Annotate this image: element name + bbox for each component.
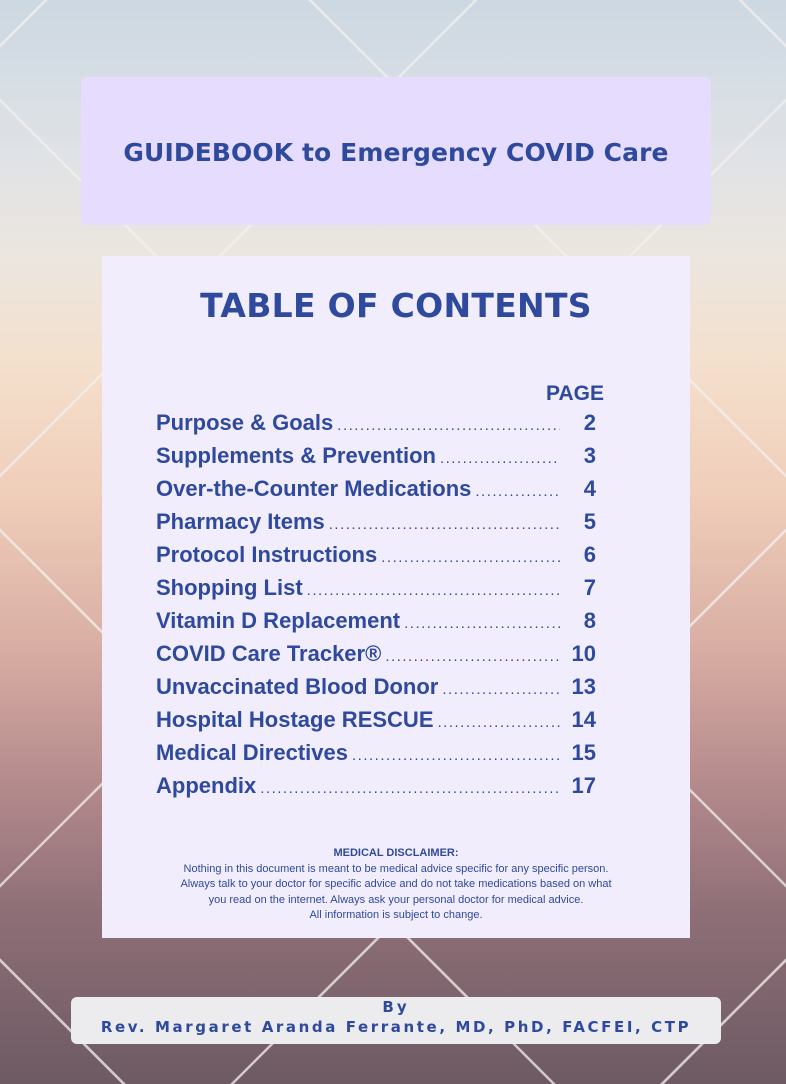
toc-entry-purpose-goals[interactable] bbox=[156, 410, 596, 443]
toc-entry-page: 8 bbox=[583, 608, 596, 633]
toc-heading: TABLE OF CONTENTS bbox=[200, 286, 592, 325]
toc-entry-label: Supplements & Prevention bbox=[156, 443, 436, 468]
toc-entry-page: 14 bbox=[571, 707, 596, 732]
toc-entry-page: 17 bbox=[571, 773, 596, 798]
toc-entry-page: 13 bbox=[571, 674, 596, 699]
toc-entry-label: Pharmacy Items bbox=[156, 509, 325, 534]
toc-entry-covid-care-tracker[interactable] bbox=[156, 641, 596, 674]
document-title: GUIDEBOOK to Emergency COVID Care bbox=[123, 137, 669, 167]
toc-entry-page: 15 bbox=[571, 740, 596, 765]
dot-leader bbox=[348, 747, 560, 764]
toc-entry-label: Over-the-Counter Medications bbox=[156, 476, 472, 501]
toc-entry-label: Vitamin D Replacement bbox=[156, 608, 401, 633]
toc-entry-label: Medical Directives bbox=[156, 740, 348, 765]
disclaimer-line: Nothing in this document is meant to be medical advice specific for any specific person. bbox=[183, 862, 609, 875]
medical-disclaimer bbox=[122, 846, 670, 924]
toc-entry-label: Purpose & Goals bbox=[156, 410, 334, 435]
toc-entry-label: Protocol Instructions bbox=[156, 542, 378, 567]
disclaimer-heading: MEDICAL DISCLAIMER: bbox=[333, 847, 459, 859]
toc-entry-supplements-prevention[interactable] bbox=[156, 443, 596, 476]
toc-entry-blood-donor[interactable] bbox=[156, 674, 596, 707]
dot-leader bbox=[303, 582, 560, 599]
document-title-card bbox=[81, 77, 711, 225]
toc-entry-label: COVID Care Tracker® bbox=[156, 641, 382, 666]
disclaimer-line: All information is subject to change. bbox=[309, 909, 483, 921]
dot-leader bbox=[325, 516, 560, 533]
toc-entry-protocol-instructions[interactable] bbox=[156, 542, 596, 575]
toc-entry-label: Unvaccinated Blood Donor bbox=[156, 674, 439, 699]
toc-entry-pharmacy-items[interactable] bbox=[156, 509, 596, 542]
dot-leader bbox=[400, 615, 560, 632]
toc-entry-page: 7 bbox=[583, 575, 596, 600]
toc-entry-label: Shopping List bbox=[156, 575, 303, 600]
dot-leader bbox=[436, 450, 560, 467]
author-by-label: By bbox=[382, 998, 410, 1016]
toc-entry-page: 4 bbox=[583, 476, 596, 501]
dot-leader bbox=[381, 648, 560, 665]
dot-leader bbox=[438, 681, 560, 698]
author-name: Rev. Margaret Aranda Ferrante, MD, PhD, FACFEI, CTP bbox=[100, 1018, 692, 1036]
toc-entry-page: 3 bbox=[583, 443, 596, 468]
dot-leader bbox=[434, 714, 561, 731]
toc-entry-appendix[interactable] bbox=[156, 773, 596, 806]
dot-leader bbox=[333, 417, 560, 434]
disclaimer-line: Always talk to your doctor for specific advice and do not take medications based on what bbox=[180, 878, 612, 890]
toc-entry-shopping-list[interactable] bbox=[156, 575, 596, 608]
table-of-contents-card bbox=[102, 256, 690, 938]
toc-list bbox=[156, 410, 596, 806]
toc-entry-page: 10 bbox=[571, 641, 596, 666]
disclaimer-line: you read on the internet. Always ask your personal doctor for medical advice. bbox=[208, 893, 584, 906]
toc-entry-hospital-hostage-rescue[interactable] bbox=[156, 707, 596, 740]
toc-entry-medical-directives[interactable] bbox=[156, 740, 596, 773]
dot-leader bbox=[256, 780, 560, 797]
toc-entry-vitamin-d[interactable] bbox=[156, 608, 596, 641]
toc-entry-page: 2 bbox=[583, 410, 596, 435]
dot-leader bbox=[471, 483, 560, 500]
toc-entry-label: Appendix bbox=[156, 773, 257, 798]
toc-entry-label: Hospital Hostage RESCUE bbox=[156, 707, 434, 732]
toc-entry-page: 6 bbox=[583, 542, 596, 567]
author-card bbox=[71, 997, 721, 1044]
toc-entry-page: 5 bbox=[583, 509, 596, 534]
page-column-header: PAGE bbox=[546, 382, 604, 405]
toc-entry-otc-medications[interactable] bbox=[156, 476, 596, 509]
dot-leader bbox=[377, 549, 560, 566]
